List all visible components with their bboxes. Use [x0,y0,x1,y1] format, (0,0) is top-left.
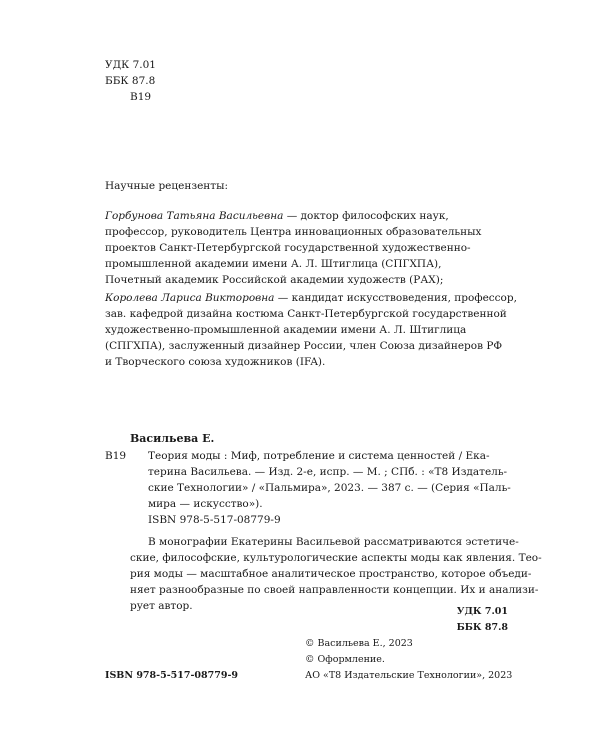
catalog-description-line: терина Васильева. — Изд. 2-е, испр. — М. ; СПб. : «Т8 Издатель- [148,466,508,478]
reviewer-2-line: и Творческого союза художников (IFA). [105,356,326,368]
catalog-description-line: мира — искусство»). [148,498,263,510]
catalog-description-line: Теория моды : Миф, потребление и система ценностей / Ека- [148,450,490,462]
reviewer-2 [105,290,517,370]
udk-code: УДК 7.01 [105,59,156,71]
reviewer-2-line: (СПГХПА), заслуженный дизайнер России, член Союза дизайнеров РФ [105,340,503,352]
catalog-udk: УДК 7.01 [456,606,508,617]
reviewer-1-line: Почетный академик Российской академии художеств (РАХ); [105,274,444,286]
footer-isbn: ISBN 978-5-517-08779-9 [105,670,239,681]
reviewer-1-first-line [105,208,481,224]
reviewer-2-line: зав. кафедрой дизайна костюма Санкт-Петербургской государственной [105,308,507,320]
annotation-line: ские, философские, культурологические аспекты моды как явления. Тео- [130,552,542,564]
annotation-line: няет разнообразные по своей направленности концепции. Их и анализи- [130,584,539,596]
catalog-codes [457,604,508,636]
reviewer-1-name: Горбунова Татьяна Васильевна [105,210,284,222]
catalog-description-line: ские Технологии» / «Пальмира», 2023. — 387 с. — (Серия «Паль- [148,482,511,494]
copyright-block [305,636,512,684]
bbk-code: ББК 87.8 [105,75,156,87]
reviewer-1-line: профессор, руководитель Центра инновационных образовательных [105,226,482,238]
catalog-author: Васильева Е. [130,432,215,445]
catalog-code: В19 [105,450,127,462]
author-sign: В19 [130,91,152,103]
reviewer-1-title: — доктор философских наук, [283,210,449,222]
reviewer-1 [105,208,481,288]
annotation-line: рия моды — масштабное аналитическое пространство, которое объеди- [130,568,532,580]
copyright-publisher: АО «Т8 Издательские Технологии», 2023 [305,670,513,681]
annotation-line: рует автор. [130,600,193,612]
reviewer-2-line: художественно-промышленной академии имени А. Л. Штиглица [105,324,467,336]
reviewers-heading: Научные рецензенты: [105,180,228,192]
catalog-bbk: ББК 87.8 [456,622,508,633]
reviewer-1-line: промышленной академии имени А. Л. Штиглица (СПГХПА), [105,258,442,270]
annotation-line: В монографии Екатерины Васильевой рассматриваются эстетиче- [148,536,519,548]
classification-block [105,57,156,105]
reviewer-2-first-line [105,290,517,306]
copyright-design: © Оформление. [305,654,385,665]
reviewer-1-line: проектов Санкт-Петербургской государственной художественно- [105,242,471,254]
catalog-description [148,448,511,512]
reviewer-2-title: — кандидат искусствоведения, профессор, [274,292,517,304]
reviewer-2-name: Королева Лариса Викторовна [105,292,275,304]
catalog-isbn: ISBN 978-5-517-08779-9 [148,514,281,526]
copyright-author: © Васильева Е., 2023 [305,638,413,649]
catalog-annotation [130,534,542,614]
